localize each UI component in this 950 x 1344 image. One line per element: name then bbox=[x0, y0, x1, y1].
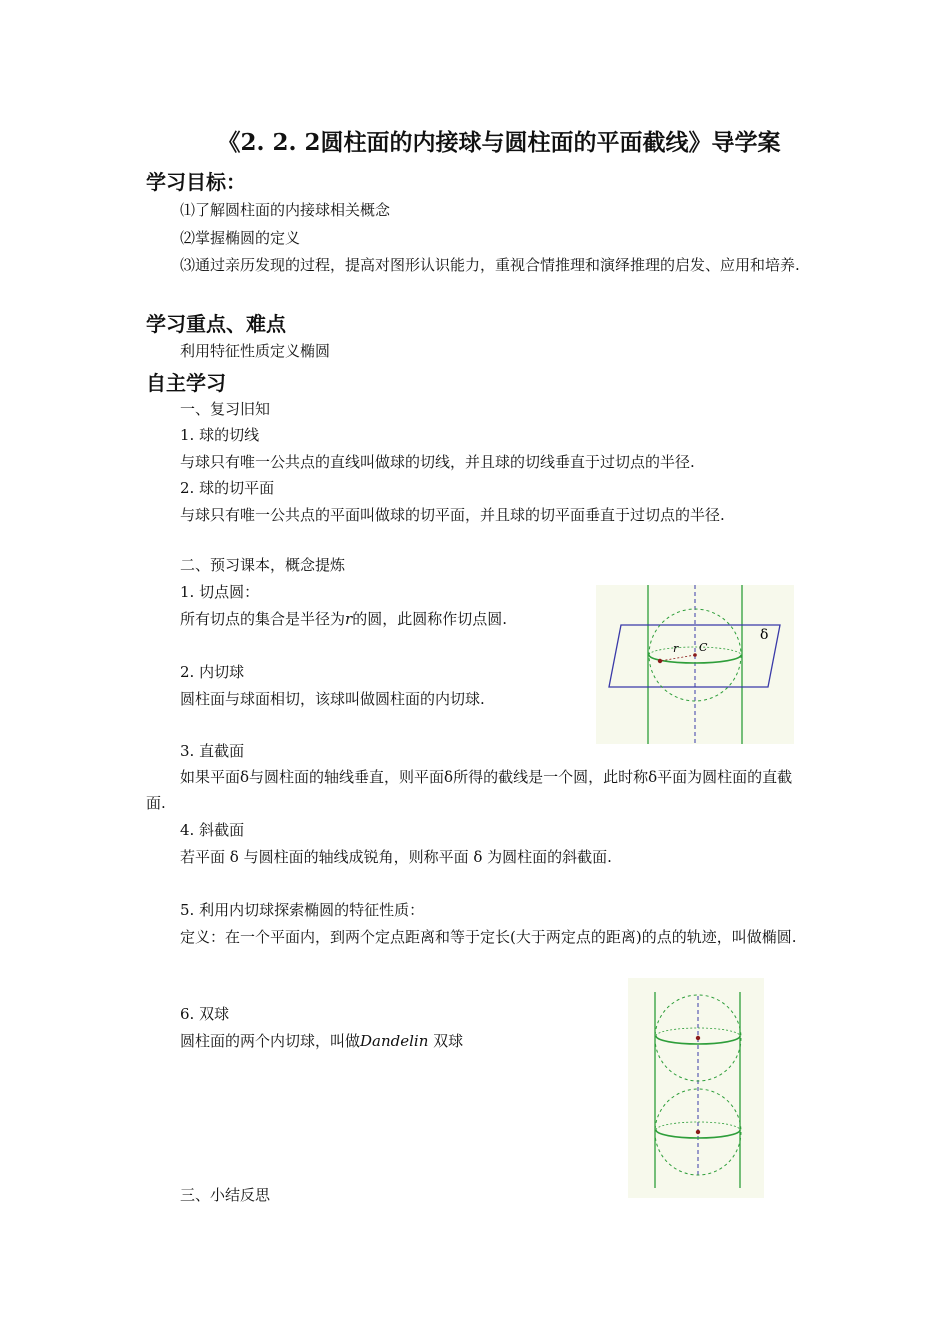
page-title: 《2. 2. 2圆柱面的内接球与圆柱面的平面截线》导学案 bbox=[217, 129, 781, 156]
figure-dandelin-spheres bbox=[628, 978, 764, 1198]
review-item1-text: 与球只有唯一公共点的直线叫做球的切线，并且球的切线垂直于过切点的半径. bbox=[180, 453, 695, 471]
goals-heading: 学习目标： bbox=[146, 170, 246, 194]
summary-heading: 三、小结反思 bbox=[180, 1186, 271, 1204]
concept3-text: 如果平面δ与圆柱面的轴线垂直，则平面δ所得的截线是一个圆，此时称δ平面为圆柱面的直截面. bbox=[146, 768, 793, 812]
concept1-title: 1. 切点圆： bbox=[180, 583, 260, 601]
self-study-heading: 自主学习 bbox=[146, 371, 226, 395]
concept4-title: 4. 斜截面 bbox=[180, 821, 245, 839]
concept3-title: 3. 直截面 bbox=[180, 742, 245, 760]
concept4-text: 若平面 δ 与圆柱面的轴线成锐角，则称平面 δ 为圆柱面的斜截面. bbox=[180, 848, 612, 866]
review-heading: 一、复习旧知 bbox=[180, 400, 271, 418]
concept6-text: 圆柱面的两个内切球，叫做Dandelin 双球 bbox=[180, 1032, 464, 1050]
key-text: 利用特征性质定义椭圆 bbox=[180, 342, 331, 360]
key-heading: 学习重点、难点 bbox=[146, 312, 286, 336]
review-item1-title: 1. 球的切线 bbox=[180, 426, 260, 444]
concept2-title: 2. 内切球 bbox=[180, 663, 245, 681]
preview-heading: 二、预习课本，概念提炼 bbox=[180, 556, 346, 574]
concept5-title: 5. 利用内切球探索椭圆的特征性质： bbox=[180, 901, 425, 919]
concept1-text: 所有切点的集合是半径为r的圆，此圆称作切点圆. bbox=[180, 610, 507, 628]
figure-inscribed-sphere bbox=[596, 585, 794, 744]
review-item2-text: 与球只有唯一公共点的平面叫做球的切平面，并且球的切平面垂直于过切点的半径. bbox=[180, 506, 725, 524]
radius-label: r bbox=[673, 642, 679, 655]
review-item2-title: 2. 球的切平面 bbox=[180, 479, 275, 497]
goal-1: ⑴了解圆柱面的内接球相关概念 bbox=[180, 201, 391, 219]
goal-2: ⑵掌握椭圆的定义 bbox=[180, 229, 301, 247]
center-label: C bbox=[699, 641, 708, 654]
concept6-title: 6. 双球 bbox=[180, 1005, 230, 1023]
goal-3: ⑶通过亲历发现的过程，提高对图形认识能力，重视合情推理和演绎推理的启发、应用和培养. bbox=[180, 256, 800, 274]
concept2-text: 圆柱面与球面相切，该球叫做圆柱面的内切球. bbox=[180, 690, 485, 708]
concept5-text: 定义：在一个平面内，到两个定点距离和等于定长(大于两定点的距离)的点的轨迹，叫做椭圆. bbox=[180, 928, 797, 946]
plane-label: δ bbox=[760, 627, 769, 643]
